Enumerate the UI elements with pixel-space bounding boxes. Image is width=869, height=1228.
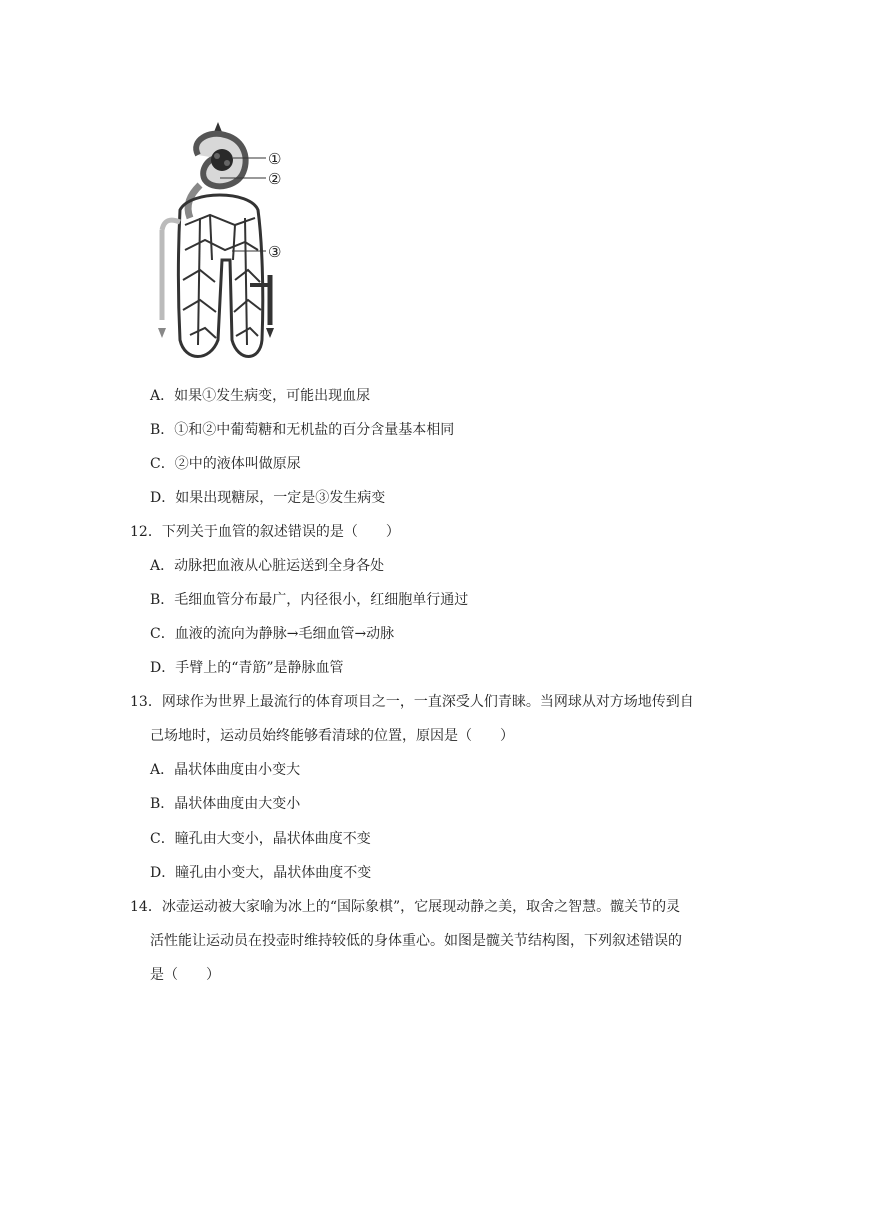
q12-option-d: D．手臂上的“青筋”是静脉血管: [150, 660, 344, 676]
q13-option-d: D．瞳孔由小变大，晶状体曲度不变: [150, 865, 372, 881]
q12-option-b: B．毛细血管分布最广，内径很小，红细胞单行通过: [150, 592, 469, 608]
q14-stem-line2: 活性能让运动员在投壶时维持较低的身体重心。如图是髋关节结构图，下列叙述错误的: [150, 933, 682, 949]
label-3: ③: [268, 243, 282, 261]
nephron-diagram: [150, 100, 300, 370]
q13-stem-line1: 13．网球作为世界上最流行的体育项目之一，一直深受人们青睐。当网球从对方场地传到自: [130, 694, 694, 710]
q11-option-d: D．如果出现糖尿，一定是③发生病变: [150, 490, 386, 506]
q13-option-a: A．晶状体曲度由小变大: [150, 762, 301, 778]
q13-stem-line2: 己场地时，运动员始终能够看清球的位置，原因是（ ）: [150, 728, 514, 744]
q13-option-b: B．晶状体曲度由大变小: [150, 796, 301, 812]
q11-option-a: A．如果①发生病变，可能出现血尿: [150, 388, 371, 404]
q11-option-b: B．①和②中葡萄糖和无机盐的百分含量基本相同: [150, 422, 455, 438]
q13-option-c: C．瞳孔由大变小，晶状体曲度不变: [150, 831, 371, 847]
nephron-figure: [150, 100, 300, 370]
label-1: ①: [268, 150, 282, 168]
q12-option-c: C．血液的流向为静脉→毛细血管→动脉: [150, 626, 395, 642]
q12-option-a: A．动脉把血液从心脏运送到全身各处: [150, 558, 385, 574]
q12-stem: 12．下列关于血管的叙述错误的是（ ）: [130, 524, 400, 540]
label-2: ②: [268, 170, 282, 188]
q11-option-c: C．②中的液体叫做原尿: [150, 456, 301, 472]
q14-stem-line1: 14．冰壶运动被大家喻为冰上的“国际象棋”，它展现动静之美，取舍之智慧。髋关节的灵: [130, 899, 681, 915]
q14-stem-line3: 是（ ）: [150, 967, 220, 983]
